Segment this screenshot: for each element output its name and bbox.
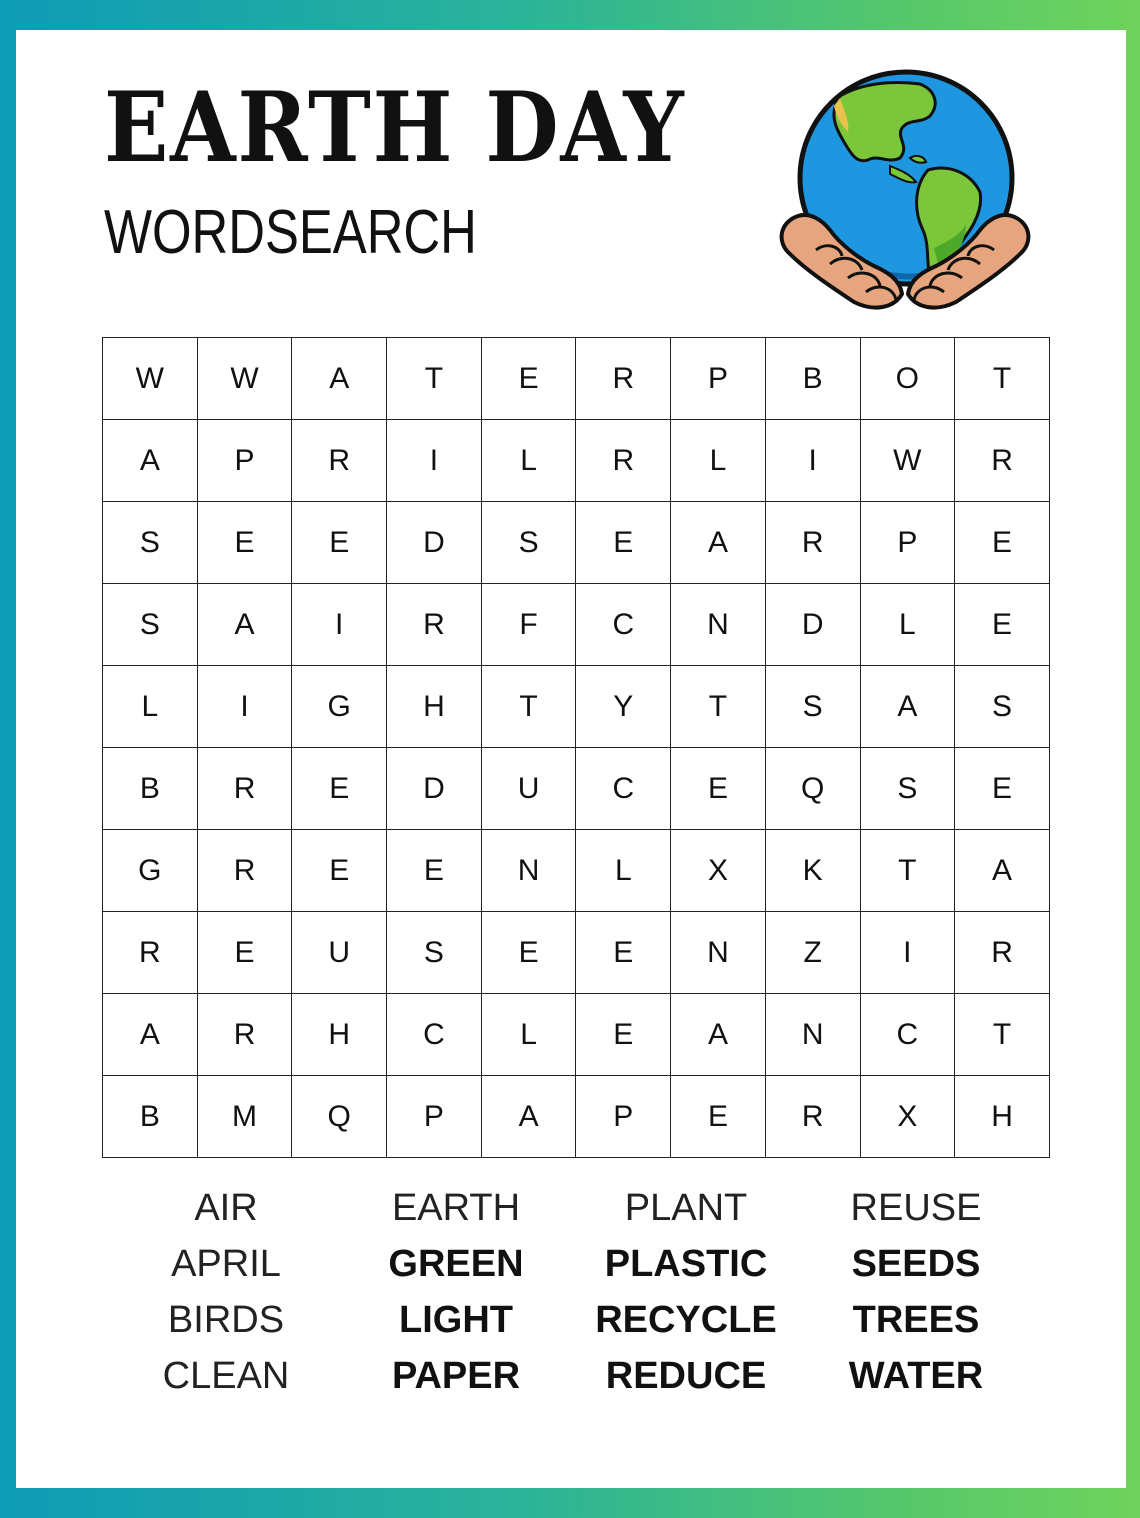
grid-cell[interactable]: L xyxy=(481,420,576,502)
word-list-item: REUSE xyxy=(850,1187,982,1229)
word-list-item: AIR xyxy=(194,1187,258,1229)
grid-cell[interactable]: A xyxy=(860,666,955,748)
word-list-item: RECYCLE xyxy=(595,1299,777,1341)
grid-cell[interactable]: D xyxy=(387,502,482,584)
grid-cell[interactable]: E xyxy=(292,830,387,912)
word-list-item: WATER xyxy=(848,1355,984,1397)
word-list xyxy=(111,1180,1031,1410)
grid-cell[interactable]: I xyxy=(860,912,955,994)
grid-row xyxy=(103,912,1050,994)
word-list-item: PAPER xyxy=(391,1355,521,1397)
grid-cell[interactable]: R xyxy=(197,748,292,830)
grid-cell[interactable]: R xyxy=(955,420,1050,502)
word-list-item: SEEDS xyxy=(851,1243,981,1285)
grid-cell[interactable]: R xyxy=(292,420,387,502)
grid-cell[interactable]: Z xyxy=(765,912,860,994)
grid-cell[interactable]: C xyxy=(860,994,955,1076)
grid-cell[interactable]: K xyxy=(765,830,860,912)
grid-cell[interactable]: I xyxy=(387,420,482,502)
grid-cell[interactable]: C xyxy=(576,748,671,830)
grid-cell[interactable]: E xyxy=(481,338,576,420)
grid-cell[interactable]: G xyxy=(292,666,387,748)
grid-cell[interactable]: E xyxy=(671,748,766,830)
grid-cell[interactable]: H xyxy=(292,994,387,1076)
word-list-item: CLEAN xyxy=(162,1355,290,1397)
grid-cell[interactable]: C xyxy=(576,584,671,666)
grid-cell[interactable]: L xyxy=(103,666,198,748)
grid-cell[interactable]: E xyxy=(955,502,1050,584)
grid-cell[interactable]: S xyxy=(387,912,482,994)
grid-row xyxy=(103,1076,1050,1158)
word-list-item: GREEN xyxy=(388,1243,524,1285)
grid-cell[interactable]: A xyxy=(103,994,198,1076)
grid-row xyxy=(103,830,1050,912)
grid-cell[interactable]: P xyxy=(576,1076,671,1158)
grid-cell[interactable]: S xyxy=(860,748,955,830)
word-list-item: PLANT xyxy=(624,1187,748,1229)
grid-cell[interactable]: W xyxy=(103,338,198,420)
word-list-item: TREES xyxy=(852,1299,980,1341)
grid-cell[interactable]: A xyxy=(955,830,1050,912)
grid-cell[interactable]: H xyxy=(955,1076,1050,1158)
grid-cell[interactable]: T xyxy=(387,338,482,420)
word-list-item: REDUCE xyxy=(605,1355,767,1397)
grid-cell[interactable]: B xyxy=(103,1076,198,1158)
grid-cell[interactable]: A xyxy=(292,338,387,420)
grid-cell[interactable]: R xyxy=(103,912,198,994)
grid-cell[interactable]: S xyxy=(481,502,576,584)
grid-cell[interactable]: N xyxy=(671,912,766,994)
grid-cell[interactable]: A xyxy=(671,502,766,584)
letter-grid xyxy=(102,337,1050,1158)
grid-cell[interactable]: R xyxy=(765,502,860,584)
grid-row xyxy=(103,420,1050,502)
grid-row xyxy=(103,338,1050,420)
grid-cell[interactable]: A xyxy=(197,584,292,666)
grid-cell[interactable]: S xyxy=(103,584,198,666)
grid-cell[interactable]: A xyxy=(481,1076,576,1158)
grid-row xyxy=(103,666,1050,748)
grid-cell[interactable]: N xyxy=(481,830,576,912)
grid-cell[interactable]: E xyxy=(481,912,576,994)
grid-cell[interactable]: H xyxy=(387,666,482,748)
word-list-item: PLASTIC xyxy=(604,1243,768,1285)
grid-cell[interactable]: Y xyxy=(576,666,671,748)
worksheet-page xyxy=(16,30,1126,1488)
grid-cell[interactable]: T xyxy=(671,666,766,748)
grid-cell[interactable]: P xyxy=(197,420,292,502)
grid-cell[interactable]: P xyxy=(671,338,766,420)
grid-cell[interactable]: A xyxy=(671,994,766,1076)
grid-cell[interactable]: M xyxy=(197,1076,292,1158)
grid-row xyxy=(103,502,1050,584)
grid-cell[interactable]: U xyxy=(481,748,576,830)
grid-cell[interactable]: I xyxy=(765,420,860,502)
grid-cell[interactable]: S xyxy=(103,502,198,584)
grid-cell[interactable]: P xyxy=(860,502,955,584)
grid-cell[interactable]: B xyxy=(103,748,198,830)
grid-cell[interactable]: R xyxy=(576,338,671,420)
grid-cell[interactable]: L xyxy=(860,584,955,666)
grid-cell[interactable]: B xyxy=(765,338,860,420)
grid-cell[interactable]: T xyxy=(955,994,1050,1076)
grid-cell[interactable]: Q xyxy=(292,1076,387,1158)
grid-cell[interactable]: E xyxy=(292,748,387,830)
grid-cell[interactable]: E xyxy=(955,748,1050,830)
grid-cell[interactable]: A xyxy=(103,420,198,502)
grid-cell[interactable]: C xyxy=(387,994,482,1076)
grid-cell[interactable]: E xyxy=(197,502,292,584)
grid-cell[interactable]: R xyxy=(955,912,1050,994)
grid-cell[interactable]: X xyxy=(860,1076,955,1158)
grid-cell[interactable]: S xyxy=(955,666,1050,748)
page-subtitle: WORDSEARCH xyxy=(104,198,477,267)
grid-cell[interactable]: D xyxy=(765,584,860,666)
grid-cell[interactable]: F xyxy=(481,584,576,666)
grid-cell[interactable]: W xyxy=(860,420,955,502)
grid-cell[interactable]: R xyxy=(197,994,292,1076)
grid-cell[interactable]: R xyxy=(197,830,292,912)
grid-cell[interactable]: G xyxy=(103,830,198,912)
grid-cell[interactable]: L xyxy=(576,830,671,912)
grid-cell[interactable]: T xyxy=(955,338,1050,420)
grid-cell[interactable]: R xyxy=(576,420,671,502)
grid-cell[interactable]: L xyxy=(671,420,766,502)
grid-cell[interactable]: E xyxy=(197,912,292,994)
grid-cell[interactable]: R xyxy=(765,1076,860,1158)
grid-cell[interactable]: E xyxy=(955,584,1050,666)
grid-cell[interactable]: N xyxy=(765,994,860,1076)
word-list-item: BIRDS xyxy=(167,1299,285,1341)
word-list-item: EARTH xyxy=(391,1187,521,1229)
grid-row xyxy=(103,994,1050,1076)
grid-cell[interactable]: T xyxy=(860,830,955,912)
grid-cell[interactable]: X xyxy=(671,830,766,912)
grid-cell[interactable]: Q xyxy=(765,748,860,830)
grid-cell[interactable]: E xyxy=(387,830,482,912)
grid-cell[interactable]: E xyxy=(576,912,671,994)
grid-cell[interactable]: T xyxy=(481,666,576,748)
grid-cell[interactable]: S xyxy=(765,666,860,748)
grid-cell[interactable]: D xyxy=(387,748,482,830)
page-title: EARTH DAY xyxy=(104,71,686,184)
grid-cell[interactable]: W xyxy=(197,338,292,420)
grid-cell[interactable]: E xyxy=(292,502,387,584)
word-list-item: APRIL xyxy=(171,1243,281,1285)
grid-cell[interactable]: L xyxy=(481,994,576,1076)
grid-cell[interactable]: R xyxy=(387,584,482,666)
grid-cell[interactable]: I xyxy=(292,584,387,666)
grid-cell[interactable]: E xyxy=(576,994,671,1076)
grid-row xyxy=(103,748,1050,830)
grid-cell[interactable]: O xyxy=(860,338,955,420)
grid-cell[interactable]: E xyxy=(671,1076,766,1158)
grid-cell[interactable]: E xyxy=(576,502,671,584)
word-list-item: LIGHT xyxy=(399,1299,513,1341)
grid-cell[interactable]: N xyxy=(671,584,766,666)
grid-cell[interactable]: P xyxy=(387,1076,482,1158)
grid-cell[interactable]: I xyxy=(197,666,292,748)
grid-cell[interactable]: U xyxy=(292,912,387,994)
globe-in-hands-icon xyxy=(770,66,1040,316)
grid-row xyxy=(103,584,1050,666)
